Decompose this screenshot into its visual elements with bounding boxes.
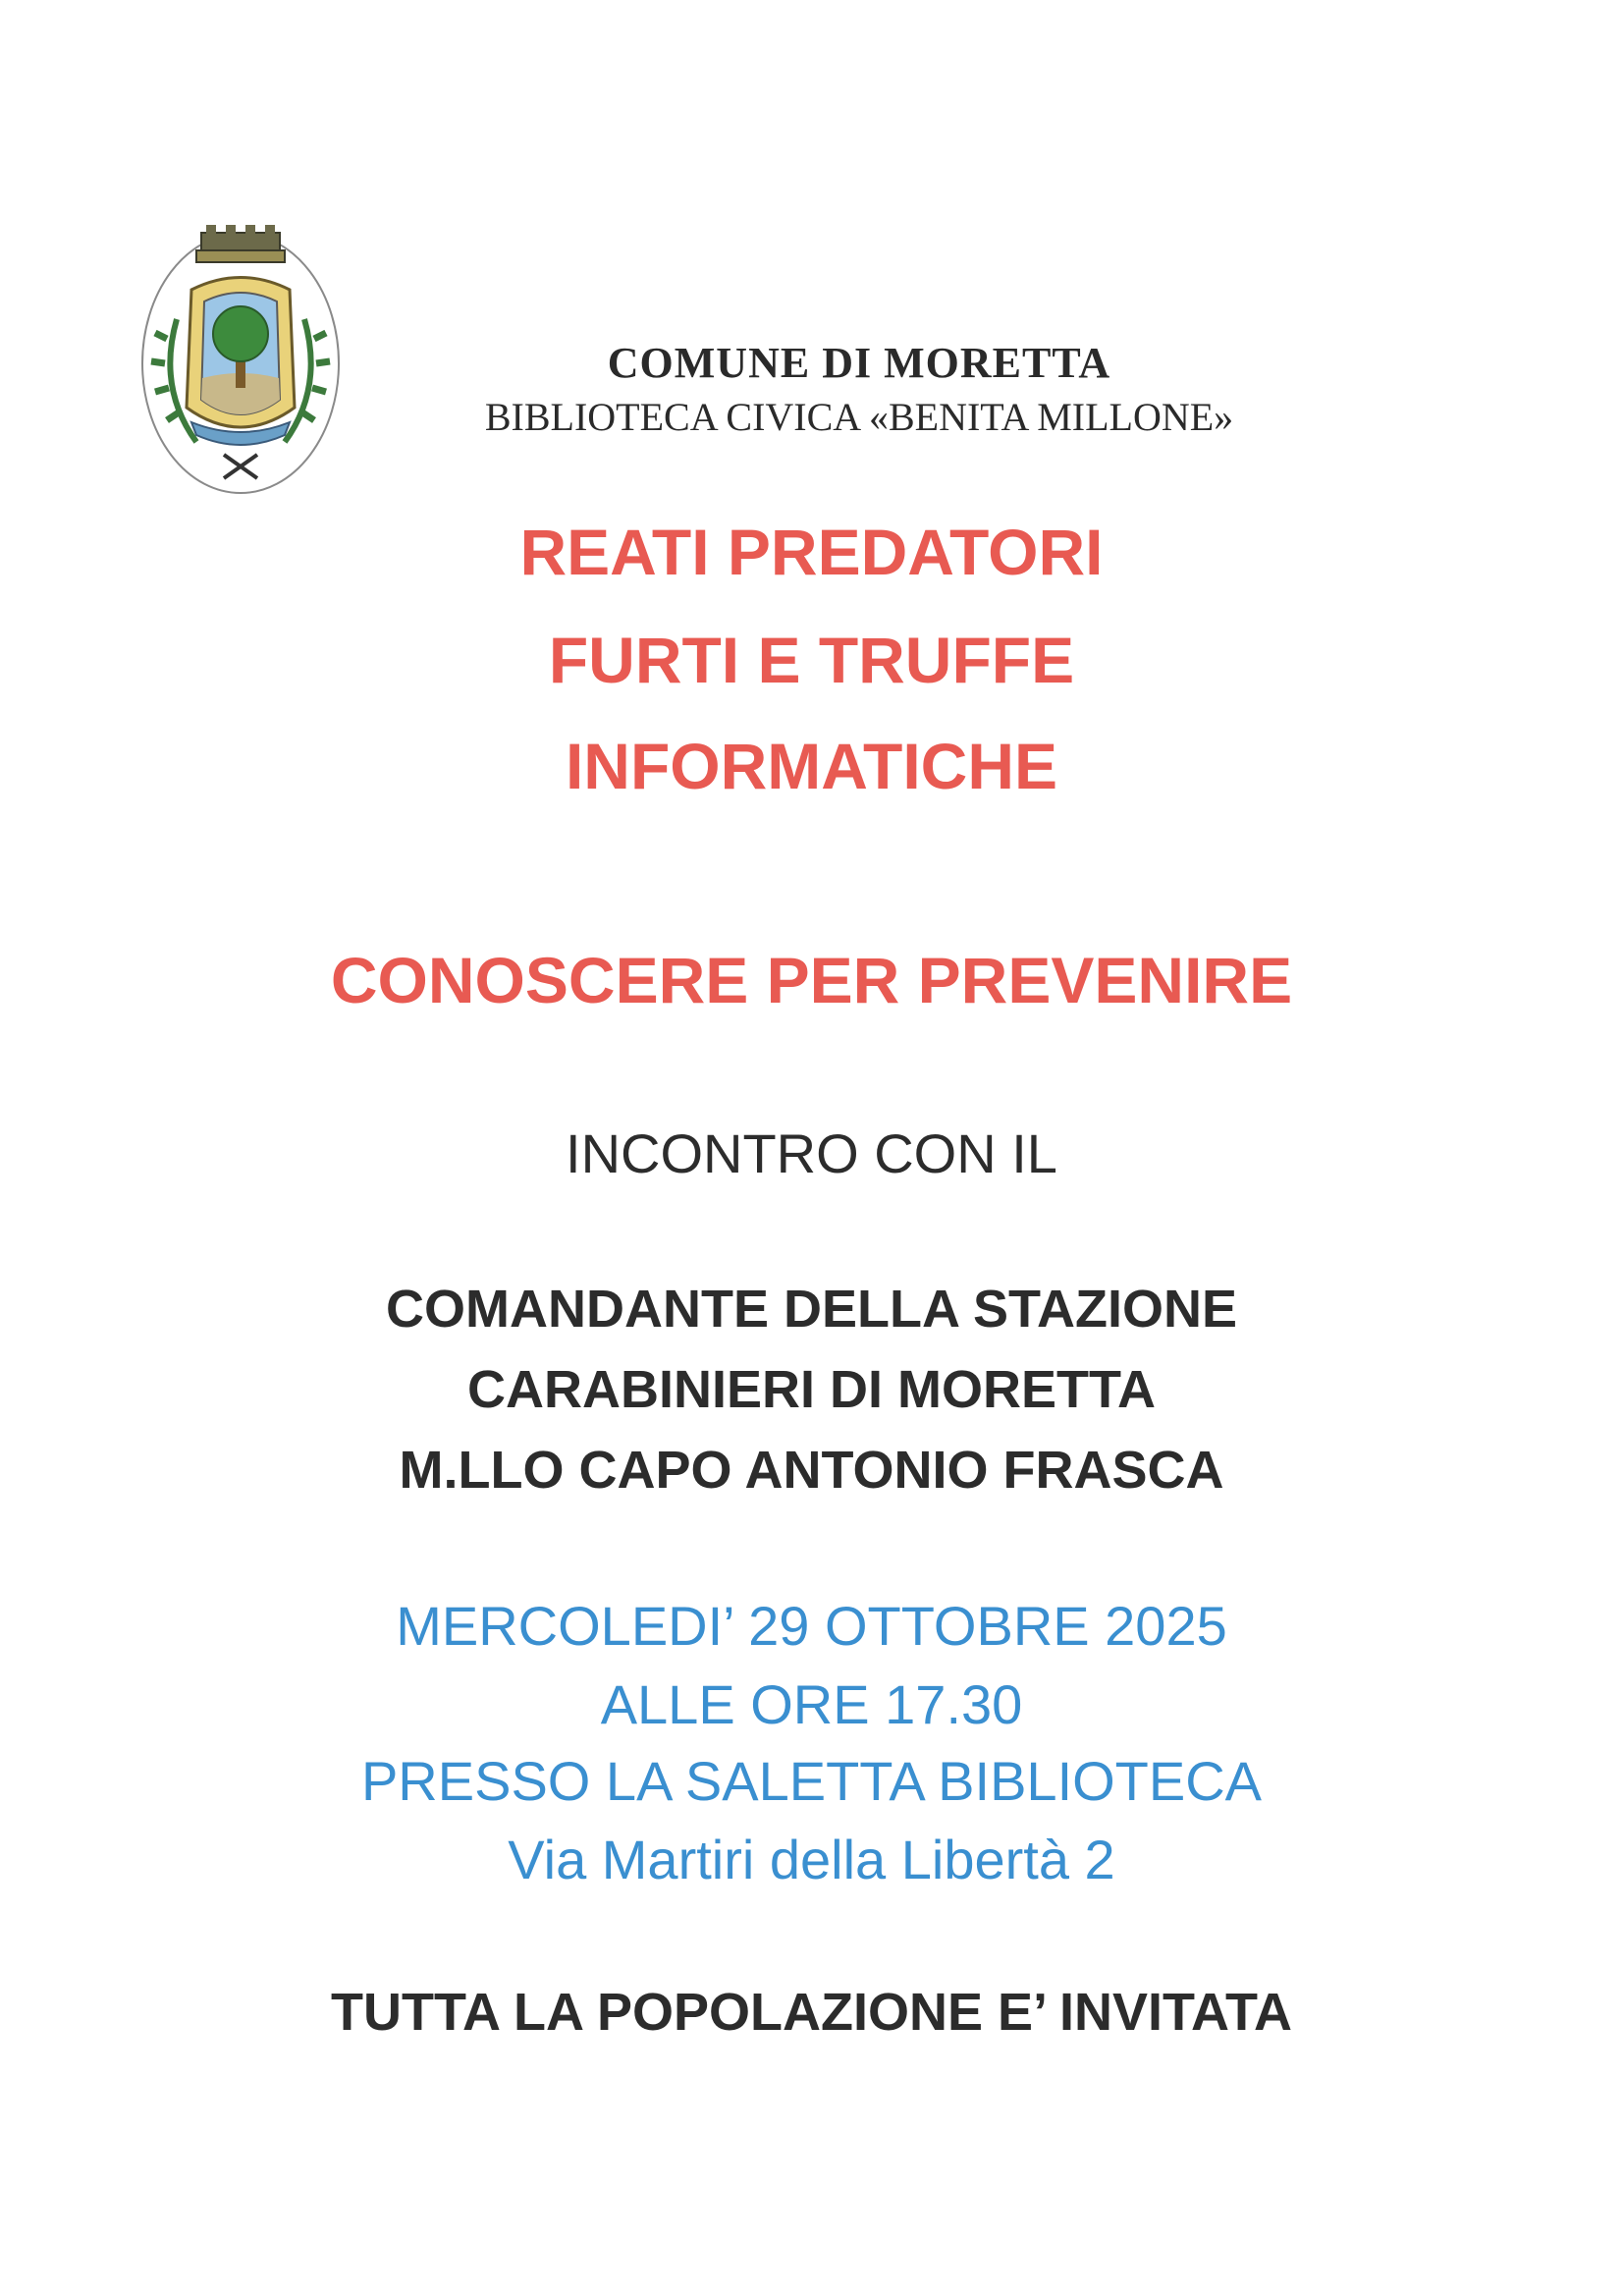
- event-venue: PRESSO LA SALETTA BIBLIOTECA: [360, 1750, 1263, 1812]
- library-name: BIBLIOTECA CIVICA «BENITA MILLONE»: [484, 395, 1234, 439]
- event-date: MERCOLEDI’ 29 OTTOBRE 2025: [396, 1595, 1227, 1657]
- municipality-name: COMUNE DI MORETTA: [607, 339, 1111, 387]
- slogan: CONOSCERE PER PREVENIRE: [330, 944, 1293, 1016]
- title-line-2: FURTI E TRUFFE: [548, 624, 1075, 696]
- event-time: ALLE ORE 17.30: [600, 1673, 1023, 1735]
- municipal-coat-of-arms-icon: [137, 221, 344, 496]
- meeting-intro: INCONTRO CON IL: [566, 1122, 1057, 1184]
- speaker-role-line-2: CARABINIERI DI MORETTA: [467, 1360, 1156, 1419]
- title-line-3: INFORMATICHE: [565, 730, 1058, 802]
- invitation-note: TUTTA LA POPOLAZIONE E’ INVITATA: [331, 1983, 1292, 2042]
- event-address: Via Martiri della Libertà 2: [508, 1829, 1115, 1890]
- speaker-role-line-1: COMANDANTE DELLA STAZIONE: [386, 1280, 1237, 1339]
- title-line-1: REATI PREDATORI: [519, 516, 1104, 588]
- speaker-name: M.LLO CAPO ANTONIO FRASCA: [399, 1441, 1224, 1500]
